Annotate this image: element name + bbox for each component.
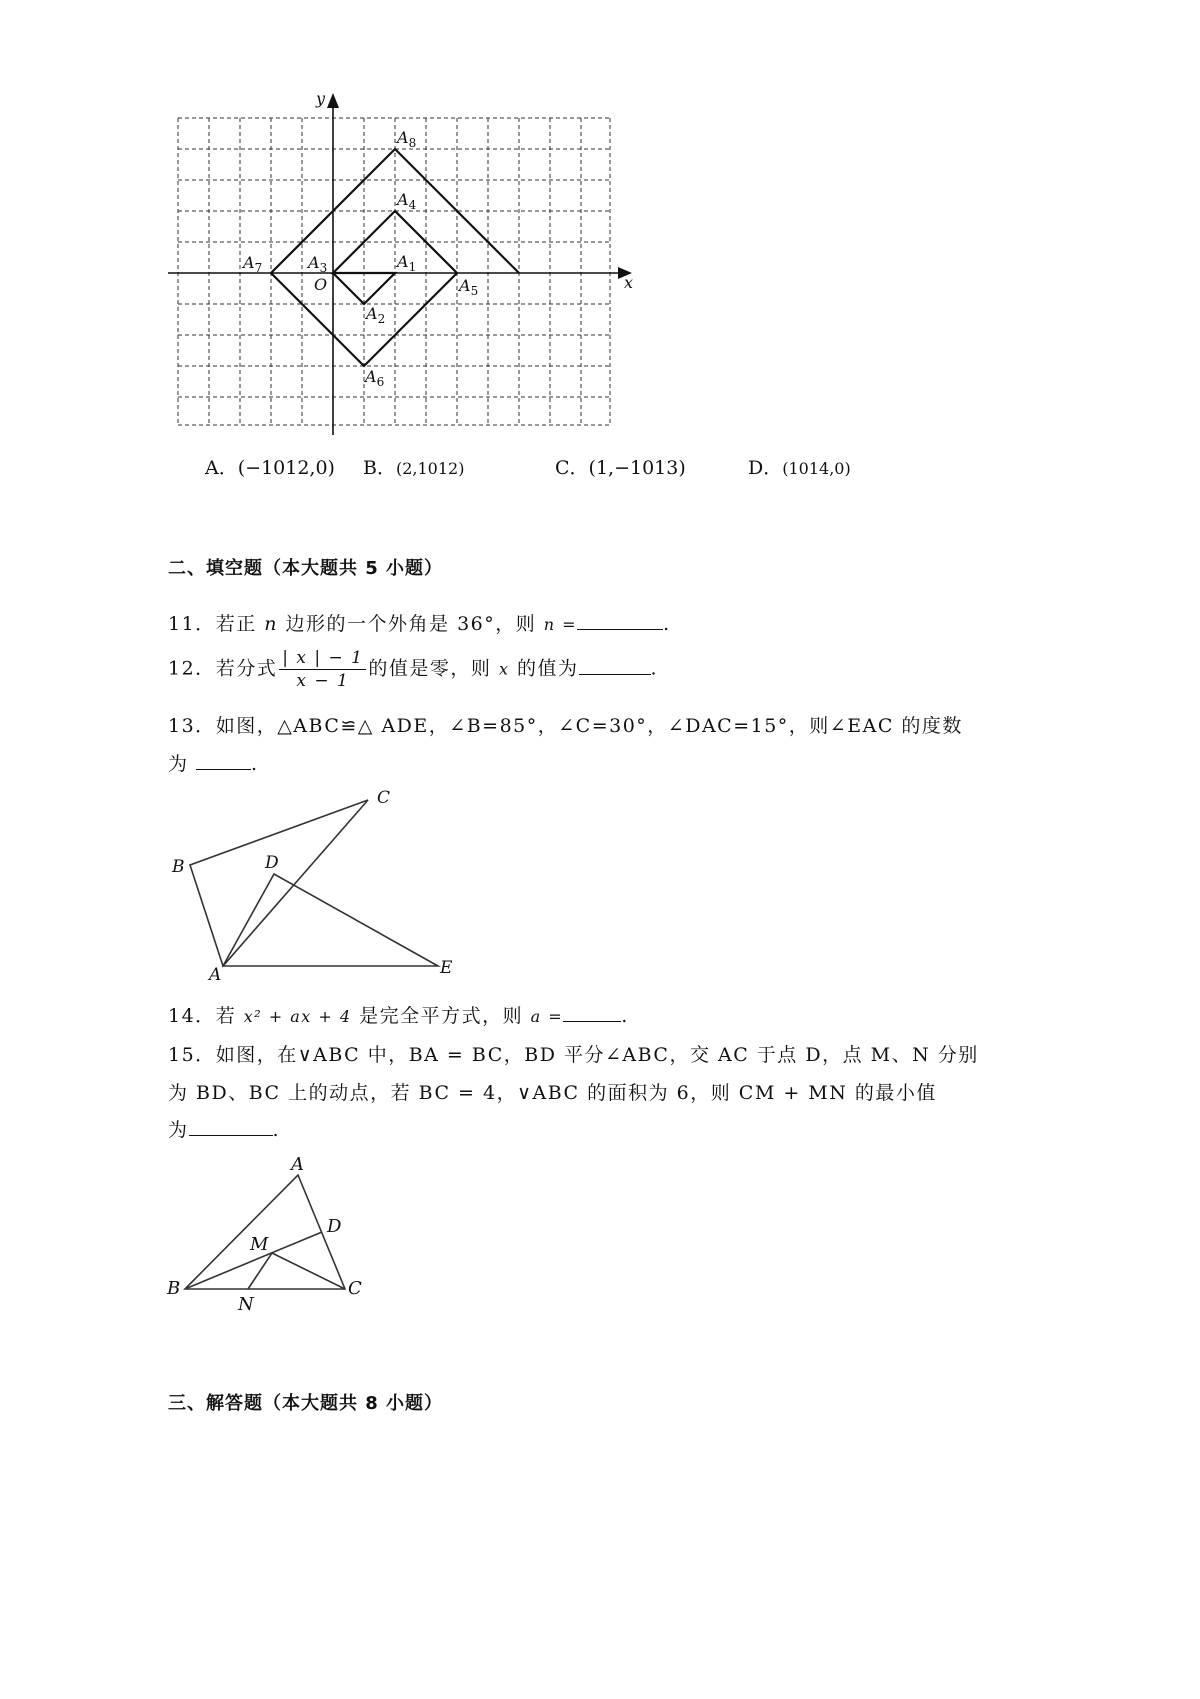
section-3-title: 三、解答题（本大题共 8 小题） xyxy=(168,1393,444,1414)
question-13-line-2 xyxy=(168,749,259,776)
q14-answer-blank[interactable] xyxy=(563,1003,621,1022)
option-d-value: (1014,0) xyxy=(782,459,851,478)
q13-label-e: E xyxy=(440,958,453,978)
question-13-line-1 xyxy=(168,711,963,738)
q15-text-3: 为 xyxy=(168,1119,189,1141)
option-b-letter: B． xyxy=(363,457,396,479)
triangle-figure-q15 xyxy=(160,1150,375,1320)
question-14 xyxy=(168,1001,629,1028)
segment-mc xyxy=(272,1253,345,1289)
q15-label-a: A xyxy=(291,1154,304,1175)
q12-end: . xyxy=(650,657,659,680)
q13-answer-blank[interactable] xyxy=(196,751,251,770)
q13-label-d: D xyxy=(265,853,279,873)
q14-text-2: 是完全平方式，则 xyxy=(351,1005,531,1027)
triangle-abc xyxy=(190,800,368,966)
q11-number: 11． xyxy=(168,613,216,635)
q15-end: . xyxy=(272,1119,281,1141)
option-a-letter: A． xyxy=(205,457,238,479)
q14-end: . xyxy=(621,1005,629,1027)
axis-x-label: x xyxy=(624,273,634,292)
point-label-a8: $A_8$ xyxy=(397,128,417,150)
q12-text-3: 的值为 xyxy=(509,657,579,680)
axis-y-label: y xyxy=(316,89,326,108)
triangle-figure-q13 xyxy=(160,780,470,985)
q15-label-m: M xyxy=(250,1234,269,1255)
point-label-a2: $A_2$ xyxy=(366,304,386,326)
q12-fraction xyxy=(279,647,366,692)
q14-text-1: 若 xyxy=(215,1005,244,1027)
q13-number: 13． xyxy=(168,715,216,737)
point-label-a5: $A_5$ xyxy=(459,276,479,298)
point-label-a6: $A_6$ xyxy=(365,367,385,389)
q15-label-b: B xyxy=(167,1278,181,1299)
option-d xyxy=(748,453,851,480)
point-label-a7: $A_7$ xyxy=(243,253,263,275)
question-15-line-3 xyxy=(168,1115,280,1142)
point-label-a3: $A_3$ xyxy=(308,253,328,275)
q13-label-a: A xyxy=(209,965,222,985)
option-c-value: (1,−1013) xyxy=(588,457,686,479)
q14-expr: x² + ax + 4 xyxy=(243,1007,352,1026)
option-c-letter: C． xyxy=(555,457,589,479)
option-a-value: (−1012,0) xyxy=(237,457,335,479)
q12-denominator: x − 1 xyxy=(296,671,350,691)
q13-text-2: 为 xyxy=(168,753,197,775)
option-a xyxy=(205,453,335,480)
option-b-value: (2,1012) xyxy=(395,459,465,478)
q12-x: x xyxy=(498,659,510,679)
q12-number: 12． xyxy=(168,657,216,680)
question-15-line-1 xyxy=(168,1040,979,1067)
q11-text-2: 边形的一个外角是 36°，则 xyxy=(277,613,544,635)
q12-text-1: 若分式 xyxy=(215,657,278,680)
triangle-ade xyxy=(223,874,438,966)
question-15-line-2 xyxy=(168,1078,937,1105)
q13-label-b: B xyxy=(172,857,185,877)
q11-n: n xyxy=(264,613,278,635)
option-c xyxy=(555,453,686,480)
q15-label-c: C xyxy=(348,1278,362,1299)
point-label-a4: $A_4$ xyxy=(397,190,417,212)
q11-end: . xyxy=(663,613,671,635)
question-11 xyxy=(168,609,671,636)
q12-text-2: 的值是零，则 xyxy=(368,657,499,680)
point-label-a1: $A_1$ xyxy=(397,252,417,274)
q12-answer-blank[interactable] xyxy=(579,656,651,675)
option-d-letter: D． xyxy=(748,457,783,479)
option-b xyxy=(363,453,464,480)
q15-text-1: 如图，在∨ABC 中，BA = BC，BD 平分∠ABC，交 AC 于点 D，点 M、N 分别 xyxy=(215,1044,979,1066)
q15-label-d: D xyxy=(327,1216,342,1237)
q15-label-n: N xyxy=(238,1294,254,1315)
q15-number: 15． xyxy=(168,1044,216,1066)
q14-a: a = xyxy=(530,1007,564,1026)
grid-figure xyxy=(160,85,700,485)
q11-expr: n = xyxy=(543,615,578,634)
q14-number: 14． xyxy=(168,1005,216,1027)
q13-label-c: C xyxy=(377,788,391,808)
q12-numerator: | x | − 1 xyxy=(279,647,366,670)
q15-answer-blank[interactable] xyxy=(189,1117,273,1136)
q15-text-2: 为 BD、BC 上的动点，若 BC = 4，∨ABC 的面积为 6，则 CM + MN 的最小值 xyxy=(168,1082,937,1104)
q13-end: . xyxy=(251,753,259,775)
section-2-title: 二、填空题（本大题共 5 小题） xyxy=(168,558,444,579)
q13-text-1: 如图，△ABC≌△ ADE，∠B=85°，∠C=30°，∠DAC=15°，则∠EAC 的度数 xyxy=(215,715,963,737)
q11-text-1: 若正 xyxy=(215,613,265,635)
question-12 xyxy=(168,647,658,692)
q11-answer-blank[interactable] xyxy=(577,611,663,630)
origin-label: O xyxy=(314,275,328,294)
